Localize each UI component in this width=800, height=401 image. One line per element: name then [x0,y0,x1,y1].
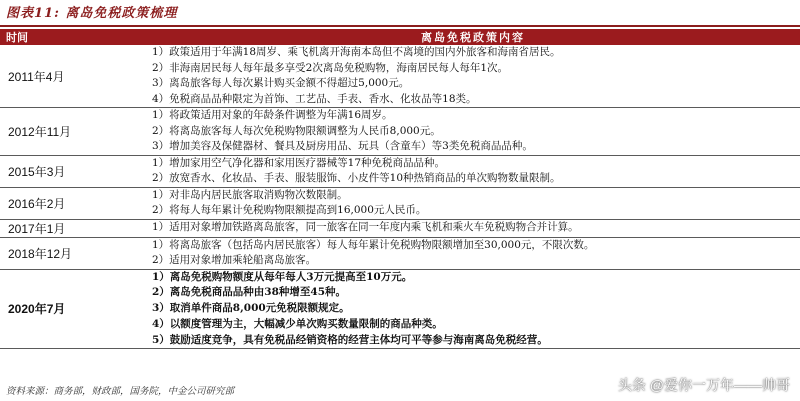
row-items [146,269,800,349]
policy-item: 1）增加家用空气净化器和家用医疗器械等17种免税商品品种。 [152,156,446,169]
policy-item: 3）取消单件商品8,000元免税限额规定。 [152,302,350,315]
row-time: 2018年12月 [0,237,146,269]
table-row [0,237,800,269]
title-rule [0,25,800,27]
policy-item: 4）免税商品品种限定为首饰、工艺品、手表、香水、化妆品等18类。 [152,92,477,105]
policy-item: 3）增加美容及保健器材、餐具及厨房用品、玩具（含童车）等3类免税商品品种。 [152,140,533,152]
policy-item: 2）适用对象增加乘轮船离岛旅客。 [152,254,317,266]
policy-item: 1）适用对象增加铁路离岛旅客，同一旅客在同一年度内乘飞机和乘火车免税购物合并计算。 [152,221,579,234]
policy-item: 2）放宽香水、化妆品、手表、服装服饰、小皮件等10种热销商品的单次购物数量限制。 [152,172,561,184]
table-row [0,269,800,349]
row-time: 2011年4月 [0,45,146,108]
header-time: 时间 [0,29,146,45]
table-row [0,108,800,156]
policy-item: 2）非海南居民每人每年最多享受2次离岛免税购物，海南居民每人每年1次。 [152,61,509,74]
row-time: 2016年2月 [0,187,146,219]
table-header-row [0,29,800,45]
policy-item: 4）以额度管理为主，大幅减少单次购买数量限制的商品种类。 [152,317,443,330]
table-body [0,45,800,349]
table-row [0,219,800,237]
source-note: 资料来源：商务部，财政部，国务院，中金公司研究部 [6,386,235,397]
policy-table [0,29,800,349]
table-row [0,187,800,219]
watermark: 头条 @爱你一万年——帅哥 [617,377,790,393]
policy-item: 2）离岛免税商品品种由38种增至45种。 [152,286,347,299]
row-time: 2012年11月 [0,108,146,156]
row-time: 2020年7月 [0,269,146,349]
policy-item: 1）将离岛旅客（包括岛内居民旅客）每人每年累计免税购物限额增加至30,000元，不限次数。 [152,238,595,251]
header-content: 离岛免税政策内容 [146,29,800,45]
row-items [146,45,800,108]
table-row [0,155,800,187]
policy-item: 2）将每人每年累计免税购物限额提高到16,000元人民币。 [152,204,427,216]
policy-item: 1）将政策适用对象的年龄条件调整为年满16周岁。 [152,109,393,121]
policy-item: 3）离岛旅客每人每次累计购买金额不得超过5,000元。 [152,77,410,89]
policy-item: 2）将离岛旅客每人每次免税购物限额调整为人民币8,000元。 [152,124,441,137]
table-row [0,45,800,108]
row-items [146,219,800,237]
policy-item: 1）对非岛内居民旅客取消购物次数限制。 [152,188,348,201]
row-time: 2017年1月 [0,219,146,237]
row-time: 2015年3月 [0,155,146,187]
row-items [146,108,800,156]
row-items [146,187,800,219]
row-items [146,155,800,187]
policy-item: 1）政策适用于年满18周岁、乘飞机离开海南本岛但不离境的国内外旅客和海南省居民。 [152,46,561,58]
policy-item: 5）鼓励适度竞争，具有免税品经销资格的经营主体均可平等参与海南离岛免税经营。 [152,333,548,346]
policy-item: 1）离岛免税购物额度从每年每人3万元提高至10万元。 [152,270,413,283]
figure-title: 图表11: 离岛免税政策梳理 [6,6,178,21]
row-items [146,237,800,269]
